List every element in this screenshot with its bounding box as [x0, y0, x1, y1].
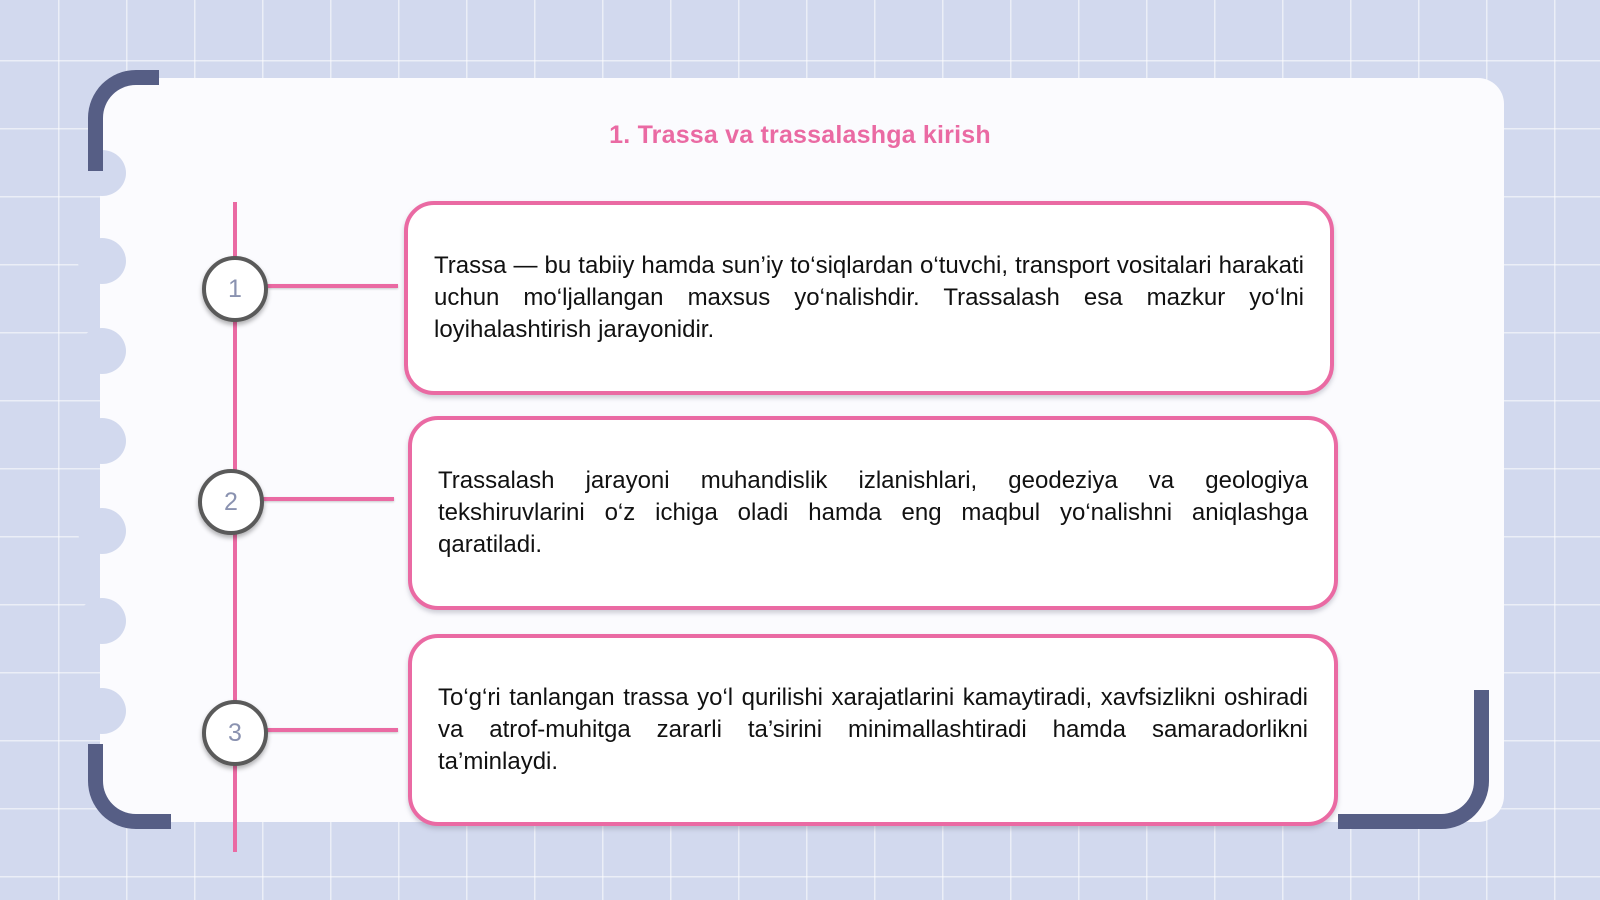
step-3-number-badge: 3	[202, 700, 268, 766]
paper-notch	[78, 508, 126, 554]
step-1-connector	[262, 284, 398, 288]
paper-notch	[78, 418, 126, 464]
step-1-box	[404, 201, 1334, 395]
step-1-text: Trassa — bu tabiiy hamda sun’iy to‘siqlardan o‘tuvchi, transport vositalari harakati uchun mo‘ljallangan maxsus yo‘nalishdir. Trassalash esa mazkur yo‘lni loyihalashtirish jarayonidir.	[434, 252, 1304, 343]
step-1-number-badge: 1	[202, 256, 268, 322]
paper-notch	[78, 238, 126, 284]
slide-title: 1. Trassa va trassalashga kirish	[609, 121, 991, 149]
step-3-box	[408, 634, 1338, 826]
corner-bracket-bottom-left	[88, 744, 171, 829]
paper-notch	[78, 598, 126, 644]
paper-notch	[78, 328, 126, 374]
paper-notch	[78, 688, 126, 734]
step-2-text: Trassalash jarayoni muhandislik izlanishlari, geodeziya va geologiya tekshiruvlarini o‘z ichiga oladi hamda eng maqbul yo‘nalishni aniqlashga qaratiladi.	[438, 467, 1308, 558]
step-2-connector	[258, 497, 394, 501]
step-3-text: To‘g‘ri tanlangan trassa yo‘l qurilishi xarajatlarini kamaytiradi, xavfsizlikni oshiradi va atrof-muhitga zararli ta’sirini minimallashtiradi hamda samaradorlikni ta’minlaydi.	[438, 684, 1308, 775]
step-2-number-badge: 2	[198, 469, 264, 535]
step-2-box	[408, 416, 1338, 610]
corner-bracket-bottom-right	[1338, 690, 1489, 829]
step-3-connector	[262, 728, 398, 732]
